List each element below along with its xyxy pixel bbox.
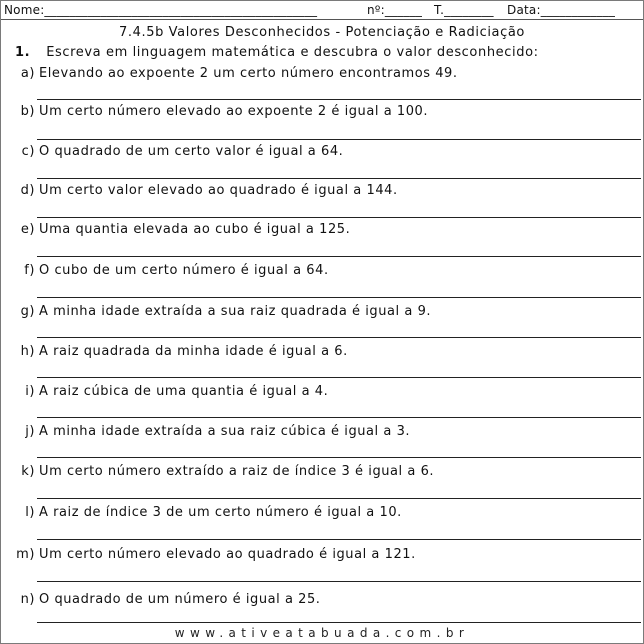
question-text: A raiz de índice 3 de um certo número é igual a 10. — [39, 505, 402, 520]
instruction-text: Escreva em linguagem matemática e descubra o valor desconhecido: — [46, 45, 539, 60]
question-label: a) — [20, 66, 35, 81]
date-field-label: Data:____________ — [507, 3, 616, 17]
answer-line[interactable] — [37, 581, 641, 582]
answer-line[interactable] — [37, 498, 641, 499]
question-label: j) — [25, 424, 35, 439]
question-item — [1, 464, 643, 484]
answer-line[interactable] — [37, 457, 641, 458]
answer-line[interactable] — [37, 337, 641, 338]
instruction-number: 1. — [15, 45, 31, 60]
number-field-label: nº:______ — [367, 3, 423, 17]
question-item — [1, 384, 643, 404]
question-label: h) — [20, 344, 35, 359]
question-label: k) — [21, 464, 35, 479]
question-text: Uma quantia elevada ao cubo é igual a 125. — [39, 222, 351, 237]
worksheet-title: 7.4.5b Valores Desconhecidos - Potenciação e Radiciação — [119, 25, 525, 40]
answer-line[interactable] — [37, 139, 641, 140]
question-text: Elevando ao expoente 2 um certo número encontramos 49. — [39, 66, 458, 81]
question-label: m) — [16, 547, 35, 562]
question-text: A raiz cúbica de uma quantia é igual a 4. — [39, 384, 329, 399]
question-item — [1, 183, 643, 203]
answer-line[interactable] — [37, 622, 641, 623]
question-text: Um certo número extraído a raiz de índice 3 é igual a 6. — [39, 464, 435, 479]
question-item — [1, 424, 643, 444]
answer-line[interactable] — [37, 417, 641, 418]
question-label: n) — [20, 592, 35, 607]
question-label: f) — [24, 263, 35, 278]
question-label: b) — [20, 104, 35, 119]
question-text: O quadrado de um certo valor é igual a 64. — [39, 144, 344, 159]
question-text: Um certo número elevado ao quadrado é igual a 121. — [39, 547, 416, 562]
question-item — [1, 505, 643, 525]
question-item — [1, 104, 643, 124]
footer-website: www.ativeatabuada.com.br — [174, 626, 470, 640]
answer-line[interactable] — [37, 217, 641, 218]
answer-line[interactable] — [37, 256, 641, 257]
question-text: O cubo de um certo número é igual a 64. — [39, 263, 329, 278]
question-text: A minha idade extraída a sua raiz quadrada é igual a 9. — [39, 304, 432, 319]
question-label: i) — [25, 384, 35, 399]
question-item — [1, 222, 643, 242]
answer-line[interactable] — [37, 297, 641, 298]
question-item — [1, 144, 643, 164]
question-item — [1, 547, 643, 567]
question-label: g) — [20, 304, 35, 319]
class-field-label: T.________ — [434, 3, 494, 17]
question-item — [1, 263, 643, 283]
answer-line[interactable] — [37, 377, 641, 378]
name-field-label: Nome:____________________________________________ — [4, 3, 318, 17]
question-item — [1, 66, 643, 86]
answer-line[interactable] — [37, 99, 641, 100]
question-text: A minha idade extraída a sua raiz cúbica é igual a 3. — [39, 424, 411, 439]
question-text: O quadrado de um número é igual a 25. — [39, 592, 321, 607]
header-bar — [1, 1, 643, 20]
answer-line[interactable] — [37, 178, 641, 179]
instruction — [15, 45, 539, 60]
question-item — [1, 592, 643, 612]
question-text: Um certo número elevado ao expoente 2 é igual a 100. — [39, 104, 429, 119]
question-label: d) — [20, 183, 35, 198]
question-label: c) — [21, 144, 35, 159]
question-label: e) — [20, 222, 35, 237]
question-item — [1, 304, 643, 324]
answer-line[interactable] — [37, 539, 641, 540]
question-text: A raiz quadrada da minha idade é igual a 6. — [39, 344, 348, 359]
question-item — [1, 344, 643, 364]
question-text: Um certo valor elevado ao quadrado é igual a 144. — [39, 183, 398, 198]
question-label: l) — [25, 505, 35, 520]
